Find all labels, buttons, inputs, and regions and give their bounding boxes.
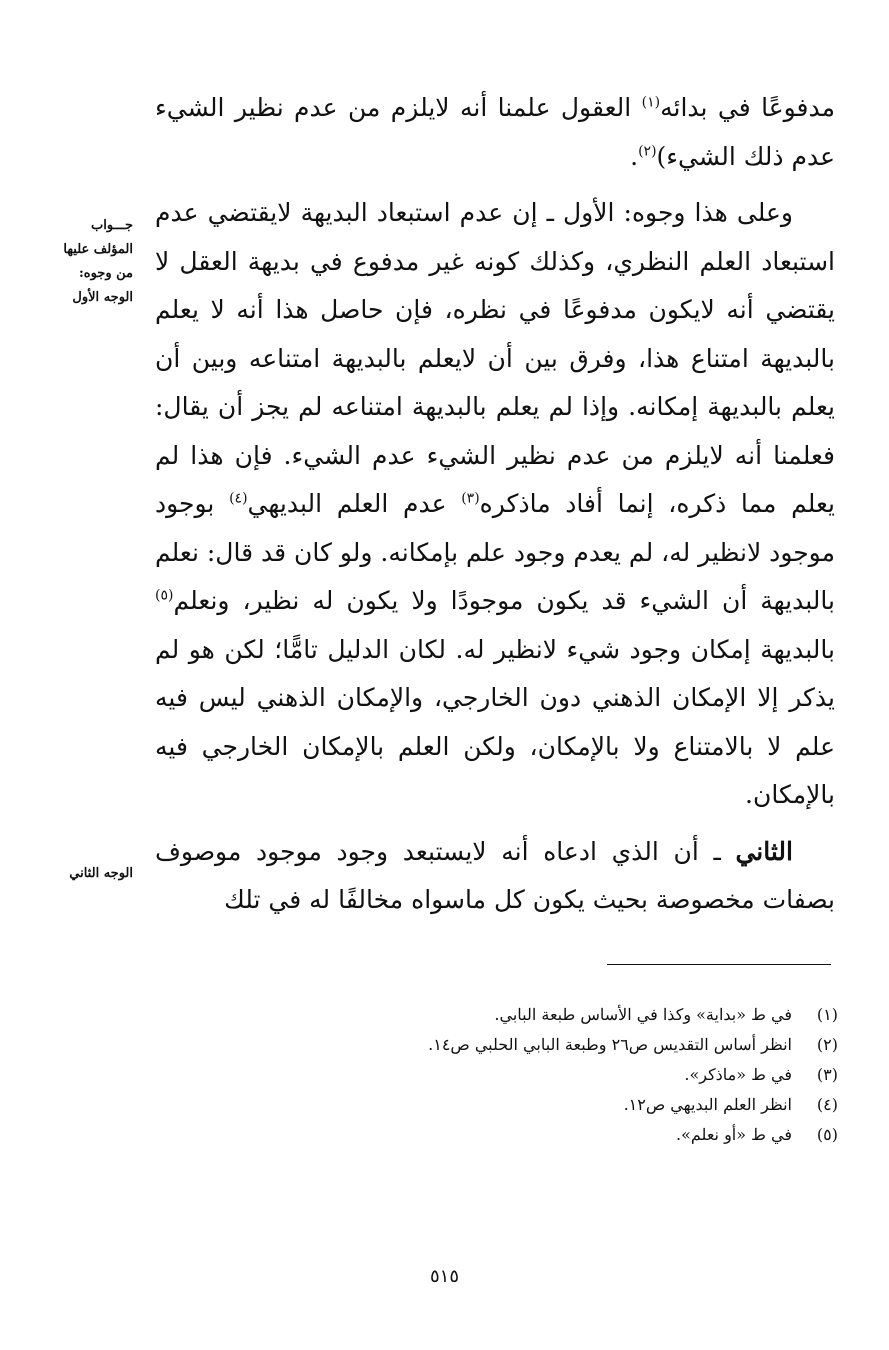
text-run: .	[630, 141, 639, 171]
footnote	[300, 1090, 838, 1120]
footnote-ref-5: (٥)	[155, 587, 174, 604]
margin-note-line: من وجوه:	[78, 266, 133, 281]
text-run: بالبديهة إمكان وجود شيء لانظير له. لكان الدليل تامًّا؛ لكن هو لم يذكر إلا الإمكان الذهني دون الخارجي، والإمكان الذهني ليس فيه علم لا بالامتناع ولا بالإمكان، ولكن العلم بالإمكان الخارجي فيه بالإمكان.	[155, 634, 835, 809]
footnote-ref-2: (٢)	[638, 143, 657, 160]
footnote-number: (٤)	[816, 1095, 838, 1114]
footnote-number: (١)	[816, 1005, 838, 1024]
footnote	[300, 1030, 838, 1060]
main-text	[155, 84, 835, 933]
footnote-text: انظر أساس التقديس ص٢٦ وطبعة البابي الحلبي ص١٤.	[428, 1035, 792, 1054]
footnote-number: (٢)	[816, 1035, 838, 1054]
margin-note-line: الوجه الأول	[72, 290, 133, 305]
page-number: ٥١٥	[429, 1266, 459, 1287]
footnote	[300, 1120, 838, 1150]
footnote	[300, 1000, 838, 1030]
margin-note-2	[13, 862, 133, 886]
margin-note-1	[13, 214, 133, 310]
footnote-ref-4: (٤)	[229, 490, 248, 507]
footnote-divider	[607, 964, 831, 965]
paragraph-2	[155, 189, 835, 820]
margin-note-line: الوجه الثاني	[69, 866, 133, 881]
footnote-number: (٣)	[816, 1065, 838, 1084]
text-run: ـ أن الذي ادعاه أنه لايستبعد وجود موجود موصوف بصفات مخصوصة بحيث يكون كل ماسواه مخالفًا له في تلك	[155, 836, 835, 914]
text-run: عدم العلم البديهي	[247, 489, 462, 518]
footnote-text: في ط «بداية» وكذا في الأساس طبعة البابي.	[494, 1005, 792, 1024]
footnote-text: في ط «أو نعلم».	[676, 1125, 792, 1144]
footnote	[300, 1060, 838, 1090]
footnote-number: (٥)	[816, 1125, 838, 1144]
text-run: العقول علمنا أنه لايلزم من عدم نظير الشيء عدم ذلك الشيء)	[155, 93, 835, 171]
text-run: بوجود موجود لانظير له، لم يعدم وجود علم بإمكانه. ولو كان قد قال: نعلم بالبديهة أن الشيء قد يكون موجودًا ولا يكون له نظير، ونعلم	[155, 489, 835, 615]
text-run: وعلى هذا وجوه: الأول ـ إن عدم استبعاد البديهة لايقتضي عدم استبعاد العلم النظري، وكذلك كونه غير مدفوع في بديهة العقل لا يقتضي أنه لايكون مدفوعًا في نظره، فإن حاصل هذا أنه لا يعلم بالبديهة امتناع هذا، وفرق بين أن لايعلم بالبديهة امتناعه وبين أن يعلم بالبديهة إمكانه. وإذا لم يعلم بالبديهة امتناعه لم يجز أن يقال: فعلمنا أنه لايلزم من عدم نظير الشيء عدم الشيء. فإن هذا لم يعلم مما ذكره، إنما أفاد ماذكره	[155, 198, 835, 518]
paragraph-3	[155, 828, 835, 925]
footnote-ref-1: (١)	[641, 94, 661, 111]
footnote-text: في ط «ماذكر».	[684, 1065, 792, 1084]
paragraph-1	[155, 84, 835, 181]
margin-note-line: جـــواب	[90, 218, 133, 233]
footnotes	[300, 1000, 838, 1150]
margin-note-line: المؤلف عليها	[63, 242, 133, 257]
footnote-ref-3: (٣)	[461, 490, 480, 507]
section-heading-inline: الثاني	[735, 836, 793, 866]
footnote-text: انظر العلم البديهي ص١٢.	[623, 1095, 792, 1114]
text-run: مدفوعًا في بدائه	[660, 93, 835, 122]
